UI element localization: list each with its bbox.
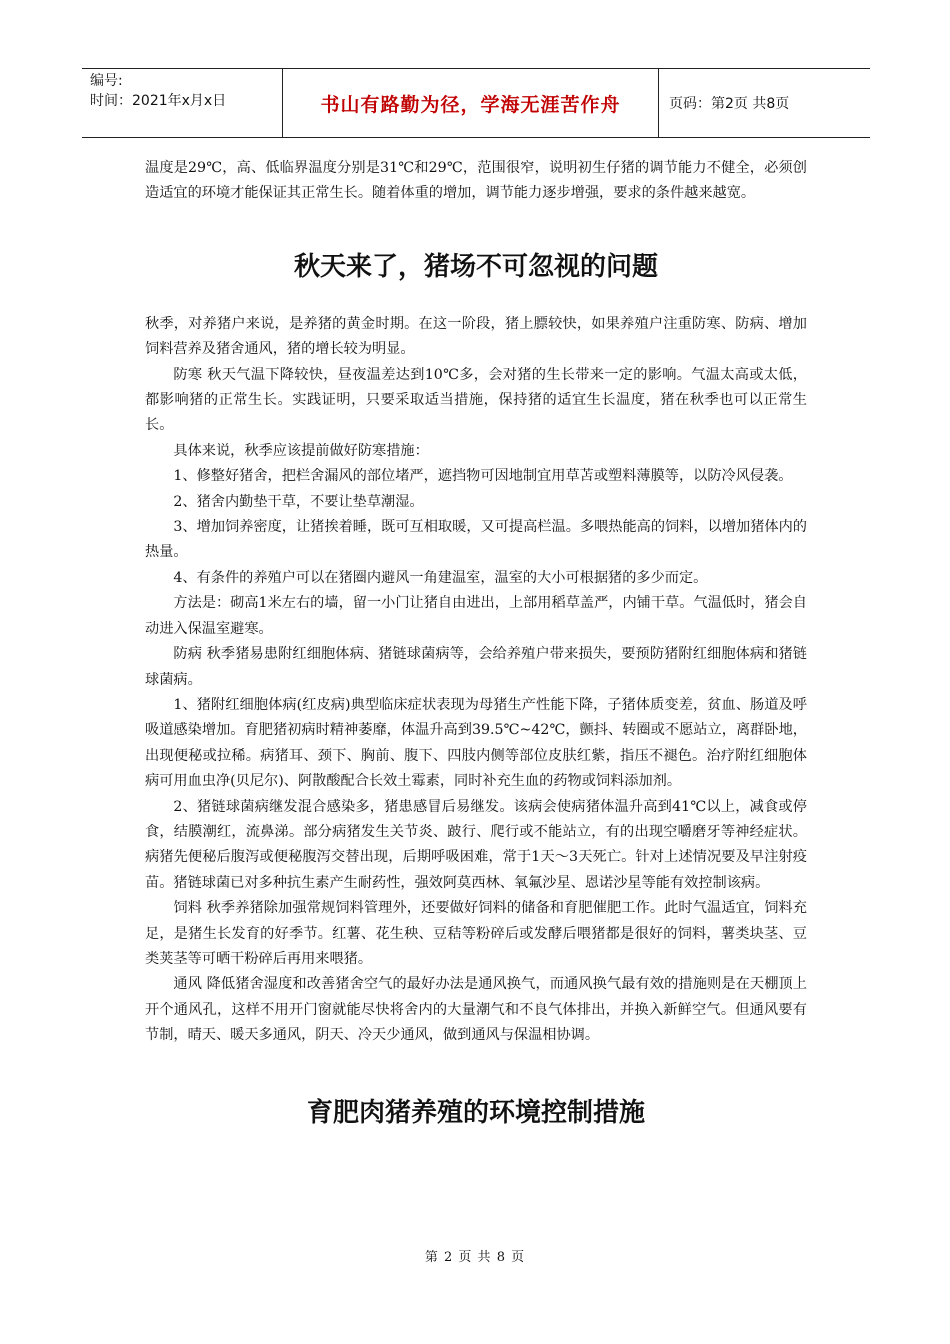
section-title-autumn: 秋天来了，猪场不可忽视的问题 [293,251,658,282]
paragraph: 通风 降低猪舍湿度和改善猪舍空气的最好办法是通风换气，而通风换气最有效的措施则是在天棚顶上开个通风孔，这样不用开门窗就能尽快将舍内的大量潮气和不良气体排出，并换入新鲜空气。但通风要有节制，晴天、暖天多通风，阴天、冷天少通风，做到通风与保温相协调。 [145,976,807,1044]
intro-paragraph: 温度是29℃，高、低临界温度分别是31℃和29℃，范围很窄，说明初生仔猪的调节能力不健全，必须创造适宜的环境才能保证其正常生长。随着体重的增加，调节能力逐步增强，要求的条件越来越宽。 [145,160,807,202]
header-motto: 书山有路勤为径，学海无涯苦作舟 [282,69,659,137]
paragraph: 2、猪链球菌病继发混合感染多，猪患感冒后易继发。该病会使病猪体温升高到41℃以上，减食或停食，结膜潮红，流鼻涕。部分病猪发生关节炎、跛行、爬行或不能站立，有的出现空嚼磨牙等神经症状。病猪先便秘后腹泻或便秘腹泻交替出现，后期呼吸困难，常于1天～3天死亡。针对上述情况要及早注射疫苗。猪链球菌已对多种抗生素产生耐药性，强效阿莫西林、氧氟沙星、恩诺沙星等能有效控制该病。 [145,798,807,891]
document-number-label: 编号: [90,73,123,89]
paragraph: 防病 秋季猪易患附红细胞体病、猪链球菌病等，会给养殖户带来损失，要预防猪附红细胞体病和猪链球菌病。 [145,646,807,688]
document-body [145,156,807,1158]
paragraph: 防寒 秋天气温下降较快，昼夜温差达到10℃多，会对猪的生长带来一定的影响。气温太高或太低，都影响猪的正常生长。实践证明，只要采取适当措施，保持猪的适宜生长温度，猪在秋季也可以正常生长。 [145,366,807,434]
section-title-environment: 育肥肉猪养殖的环境控制措施 [306,1097,645,1128]
paragraph: 1、修整好猪舍，把栏舍漏风的部位堵严，遮挡物可因地制宜用草苫或塑料薄膜等，以防冷风侵袭。 [173,468,793,485]
header-page-info: 页码：第2页 共8页 [669,96,790,112]
paragraph: 3、增加饲养密度，让猪挨着睡，既可互相取暖，又可提高栏温。多喂热能高的饲料，以增加猪体内的热量。 [145,519,807,561]
header-meta [82,69,282,137]
paragraph: 2、猪舍内勤垫干草，不要让垫草潮湿。 [173,493,424,510]
paragraph: 方法是：砌高1米左右的墙，留一小门让猪自由进出，上部用稻草盖严，内铺干草。气温低时，猪会自动进入保温室避寒。 [145,595,807,637]
document-time-label: 时间：2021年x月x日 [90,93,227,109]
page-header [82,68,870,138]
paragraph: 饲料 秋季养猪除加强常规饲料管理外，还要做好饲料的储备和育肥催肥工作。此时气温适宜，饲料充足，是猪生长发育的好季节。红薯、花生秧、豆秸等粉碎后或发酵后喂猪都是很好的饲料，薯类块茎、豆类荚茎等可晒干粉碎后再用来喂猪。 [145,900,807,967]
page-footer: 第 2 页 共 8 页 [424,1250,526,1265]
paragraph: 具体来说，秋季应该提前做好防寒措施： [173,442,429,459]
paragraph: 秋季，对养猪户来说，是养猪的黄金时期。在这一阶段，猪上膘较快，如果养殖户注重防寒、防病、增加饲料营养及猪舍通风，猪的增长较为明显。 [145,315,807,358]
paragraph: 1、猪附红细胞体病(红皮病)典型临床症状表现为母猪生产性能下降，子猪体质变差，贫血、肠道及呼吸道感染增加。育肥猪初病时精神萎靡，体温升高到39.5℃~42℃，颤抖、转圈或不愿站立，离群卧地，出现便秘或拉稀。病猪耳、颈下、胸前、腹下、四肢内侧等部位皮肤红紫，指压不褪色。治疗附红细胞体病可用血虫净(贝尼尔)、阿散酸配合长效土霉素，同时补充生血的药物或饲料添加剂。 [145,696,807,790]
paragraph: 4、有条件的养殖户可以在猪圈内避风一角建温室，温室的大小可根据猪的多少而定。 [173,569,708,586]
